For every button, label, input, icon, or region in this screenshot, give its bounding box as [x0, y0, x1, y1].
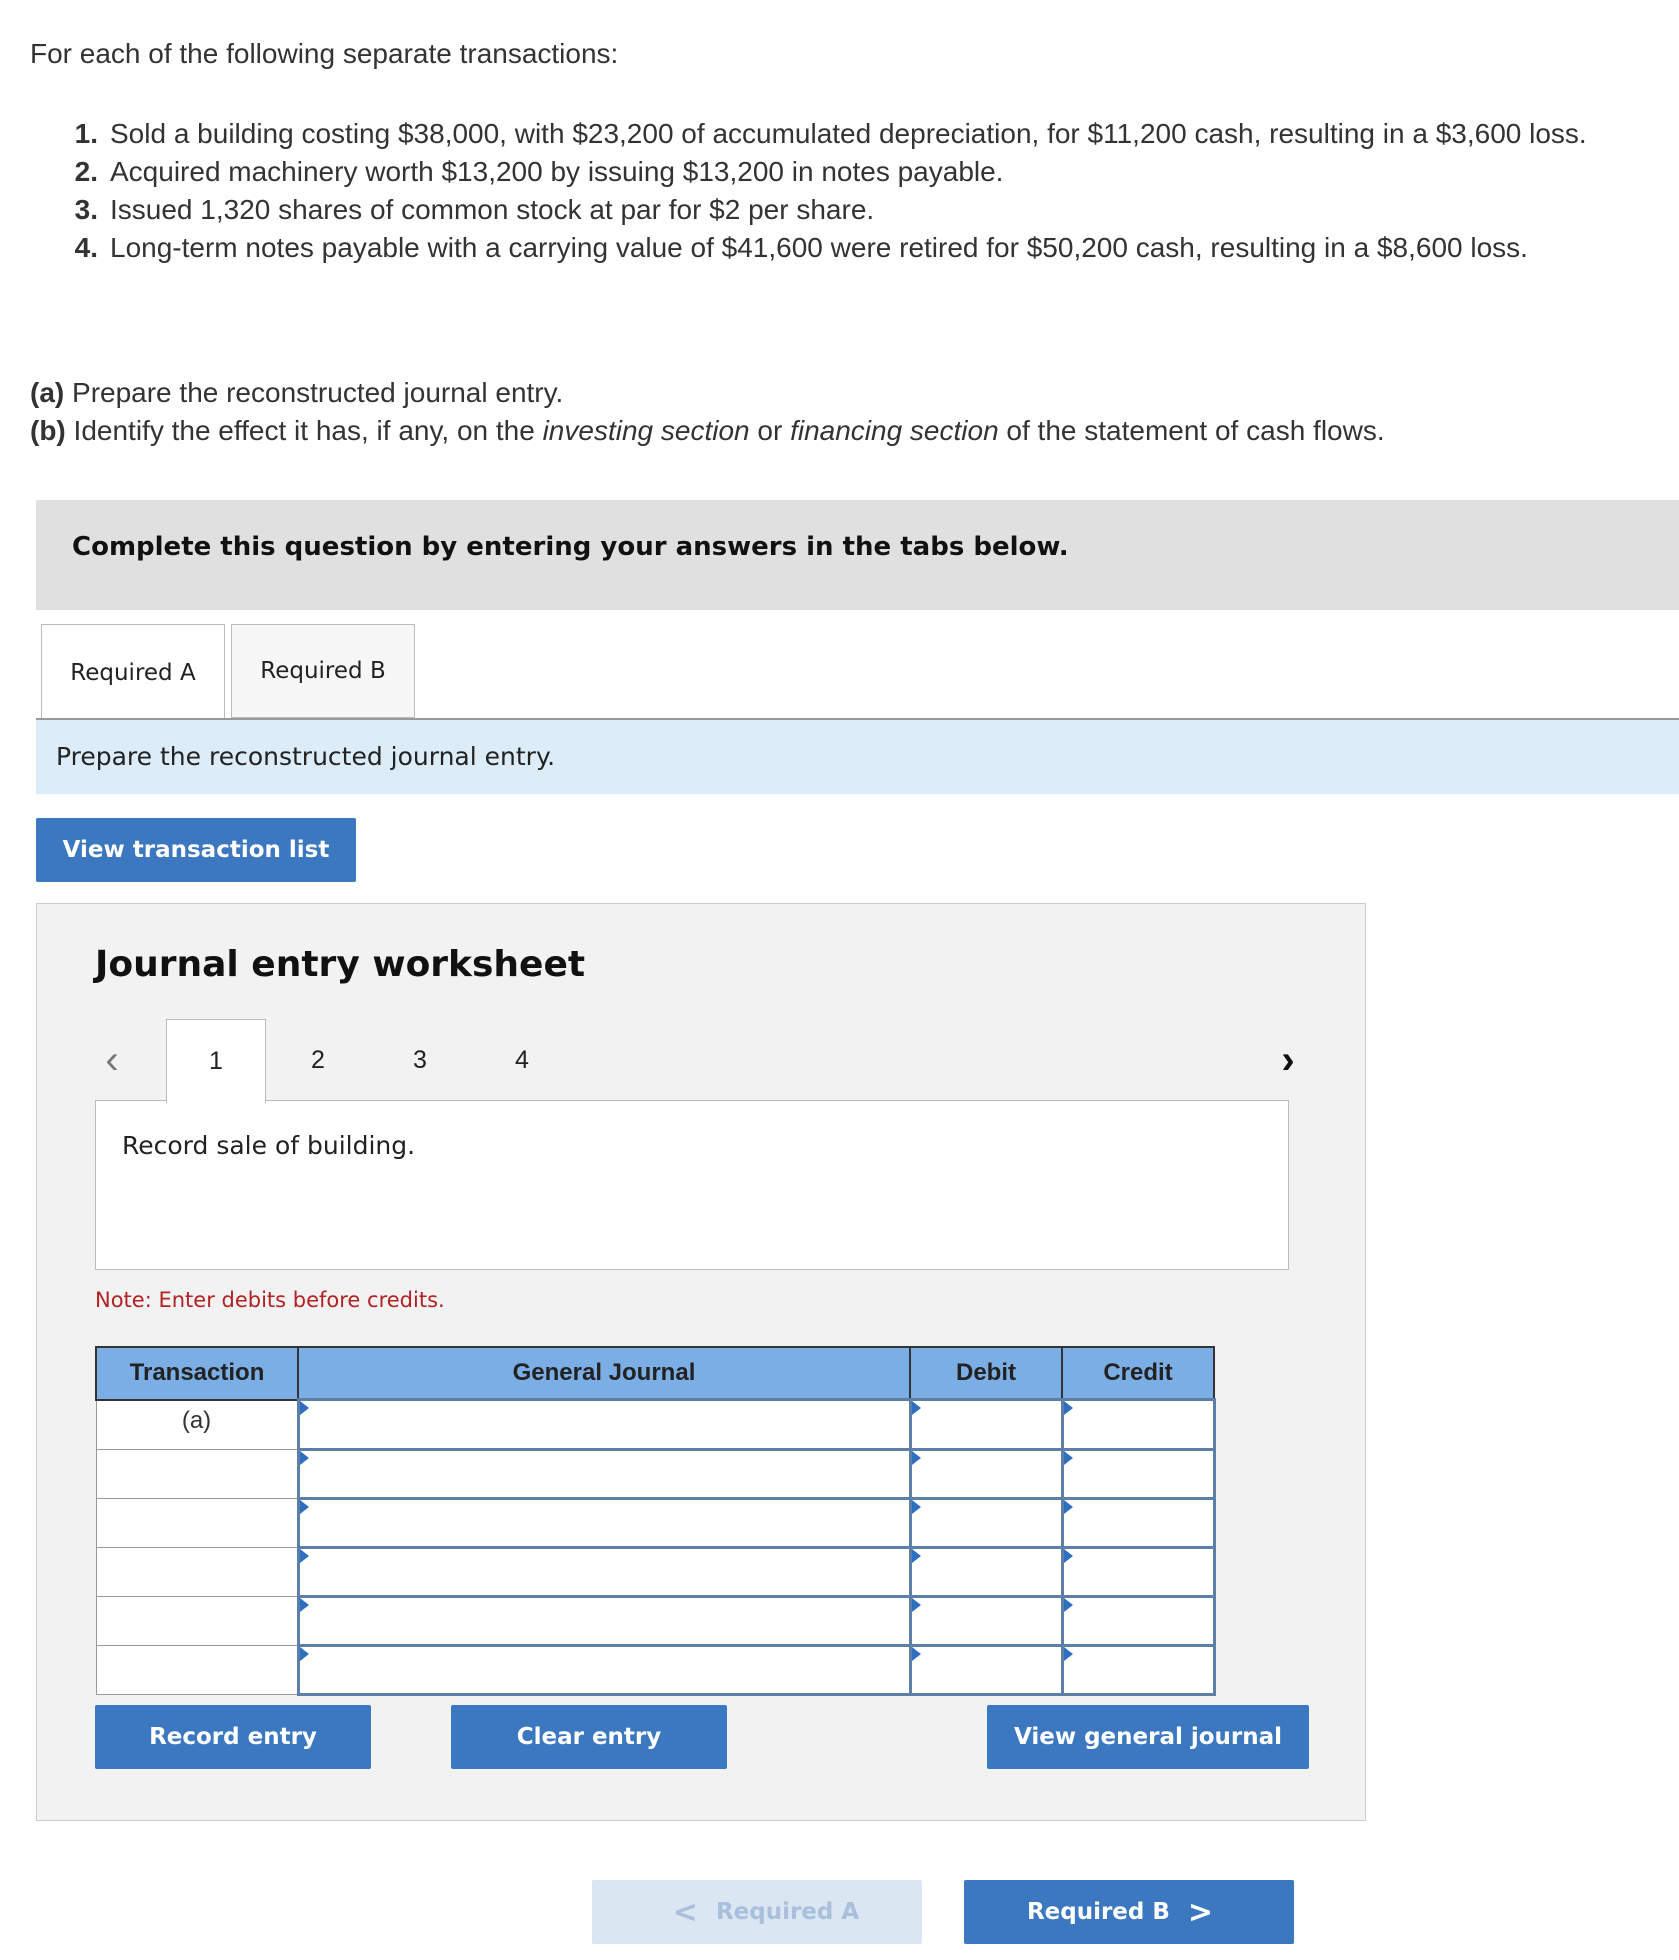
instruction-a: (a) Prepare the reconstructed journal entry. [30, 377, 564, 408]
account-select[interactable] [298, 1449, 910, 1498]
account-select[interactable] [298, 1596, 910, 1645]
credit-input[interactable] [1062, 1547, 1214, 1596]
view-transaction-list-button[interactable]: View transaction list [36, 818, 356, 882]
transaction-cell [96, 1547, 298, 1596]
account-select[interactable] [298, 1400, 910, 1450]
clear-entry-button[interactable]: Clear entry [451, 1705, 727, 1769]
entry-description-box: Record sale of building. [95, 1100, 1289, 1270]
transaction-list [62, 115, 1662, 267]
chevron-right-icon[interactable]: › [1281, 1037, 1295, 1082]
credit-input[interactable] [1062, 1498, 1214, 1547]
col-general-journal: General Journal [298, 1347, 910, 1400]
transaction-item: 3. Issued 1,320 shares of common stock at par for $2 per share. [74, 194, 875, 225]
table-row [96, 1449, 1214, 1498]
table-row [96, 1596, 1214, 1645]
chevron-right-icon: > [1187, 1894, 1214, 1930]
prev-required-label: Required A [715, 1899, 860, 1925]
transaction-cell: (a) [96, 1400, 298, 1450]
record-entry-button[interactable]: Record entry [95, 1705, 371, 1769]
instructions [30, 374, 1385, 450]
table-row [96, 1645, 1214, 1694]
instruction-b: (b) Identify the effect it has, if any, on the investing section or financing section of the statement of cash flows. [30, 415, 1385, 446]
transaction-item: 2. Acquired machinery worth $13,200 by issuing $13,200 in notes payable. [74, 156, 1004, 187]
account-select[interactable] [298, 1547, 910, 1596]
instruction-banner: Complete this question by entering your answers in the tabs below. [36, 500, 1679, 610]
debit-input[interactable] [910, 1645, 1062, 1694]
credit-input[interactable] [1062, 1645, 1214, 1694]
transaction-item: 4. Long-term notes payable with a carrying value of $41,600 were retired for $50,200 cash, resulting in a $8,600 loss. [74, 232, 1528, 263]
table-row [96, 1400, 1214, 1450]
page-tab-1[interactable]: 1 [166, 1019, 266, 1103]
account-select[interactable] [298, 1645, 910, 1694]
page-tab-4[interactable]: 4 [515, 1045, 529, 1074]
col-transaction: Transaction [96, 1347, 298, 1400]
worksheet-title: Journal entry worksheet [95, 944, 586, 985]
chevron-left-icon[interactable]: ‹ [105, 1037, 119, 1082]
transaction-cell [96, 1449, 298, 1498]
view-general-journal-button[interactable]: View general journal [987, 1705, 1309, 1769]
credit-input[interactable] [1062, 1596, 1214, 1645]
credit-input[interactable] [1062, 1400, 1214, 1450]
col-credit: Credit [1062, 1347, 1214, 1400]
page-tab-3[interactable]: 3 [413, 1045, 427, 1074]
page-tab-2[interactable]: 2 [311, 1045, 325, 1074]
prev-required-button[interactable] [592, 1880, 922, 1944]
journal-table [95, 1346, 1216, 1696]
entry-note: Note: Enter debits before credits. [95, 1288, 445, 1312]
debit-input[interactable] [910, 1596, 1062, 1645]
transaction-cell [96, 1645, 298, 1694]
debit-input[interactable] [910, 1498, 1062, 1547]
next-required-label: Required B [1026, 1899, 1170, 1925]
next-required-button[interactable] [964, 1880, 1294, 1944]
transaction-item: 1. Sold a building costing $38,000, with $23,200 of accumulated depreciation, for $11,200 cash, resulting in a $3,600 loss. [74, 118, 1587, 149]
table-row [96, 1547, 1214, 1596]
intro-text: For each of the following separate transactions: [30, 38, 619, 69]
transaction-cell [96, 1596, 298, 1645]
table-row [96, 1498, 1214, 1547]
debit-input[interactable] [910, 1547, 1062, 1596]
tab-required-a[interactable]: Required A [41, 624, 225, 720]
tab-required-b[interactable]: Required B [231, 624, 415, 718]
transaction-cell [96, 1498, 298, 1547]
col-debit: Debit [910, 1347, 1062, 1400]
account-select[interactable] [298, 1498, 910, 1547]
debit-input[interactable] [910, 1400, 1062, 1450]
debit-input[interactable] [910, 1449, 1062, 1498]
prompt-bar: Prepare the reconstructed journal entry. [36, 720, 1679, 794]
chevron-left-icon: < [672, 1894, 698, 1930]
credit-input[interactable] [1062, 1449, 1214, 1498]
